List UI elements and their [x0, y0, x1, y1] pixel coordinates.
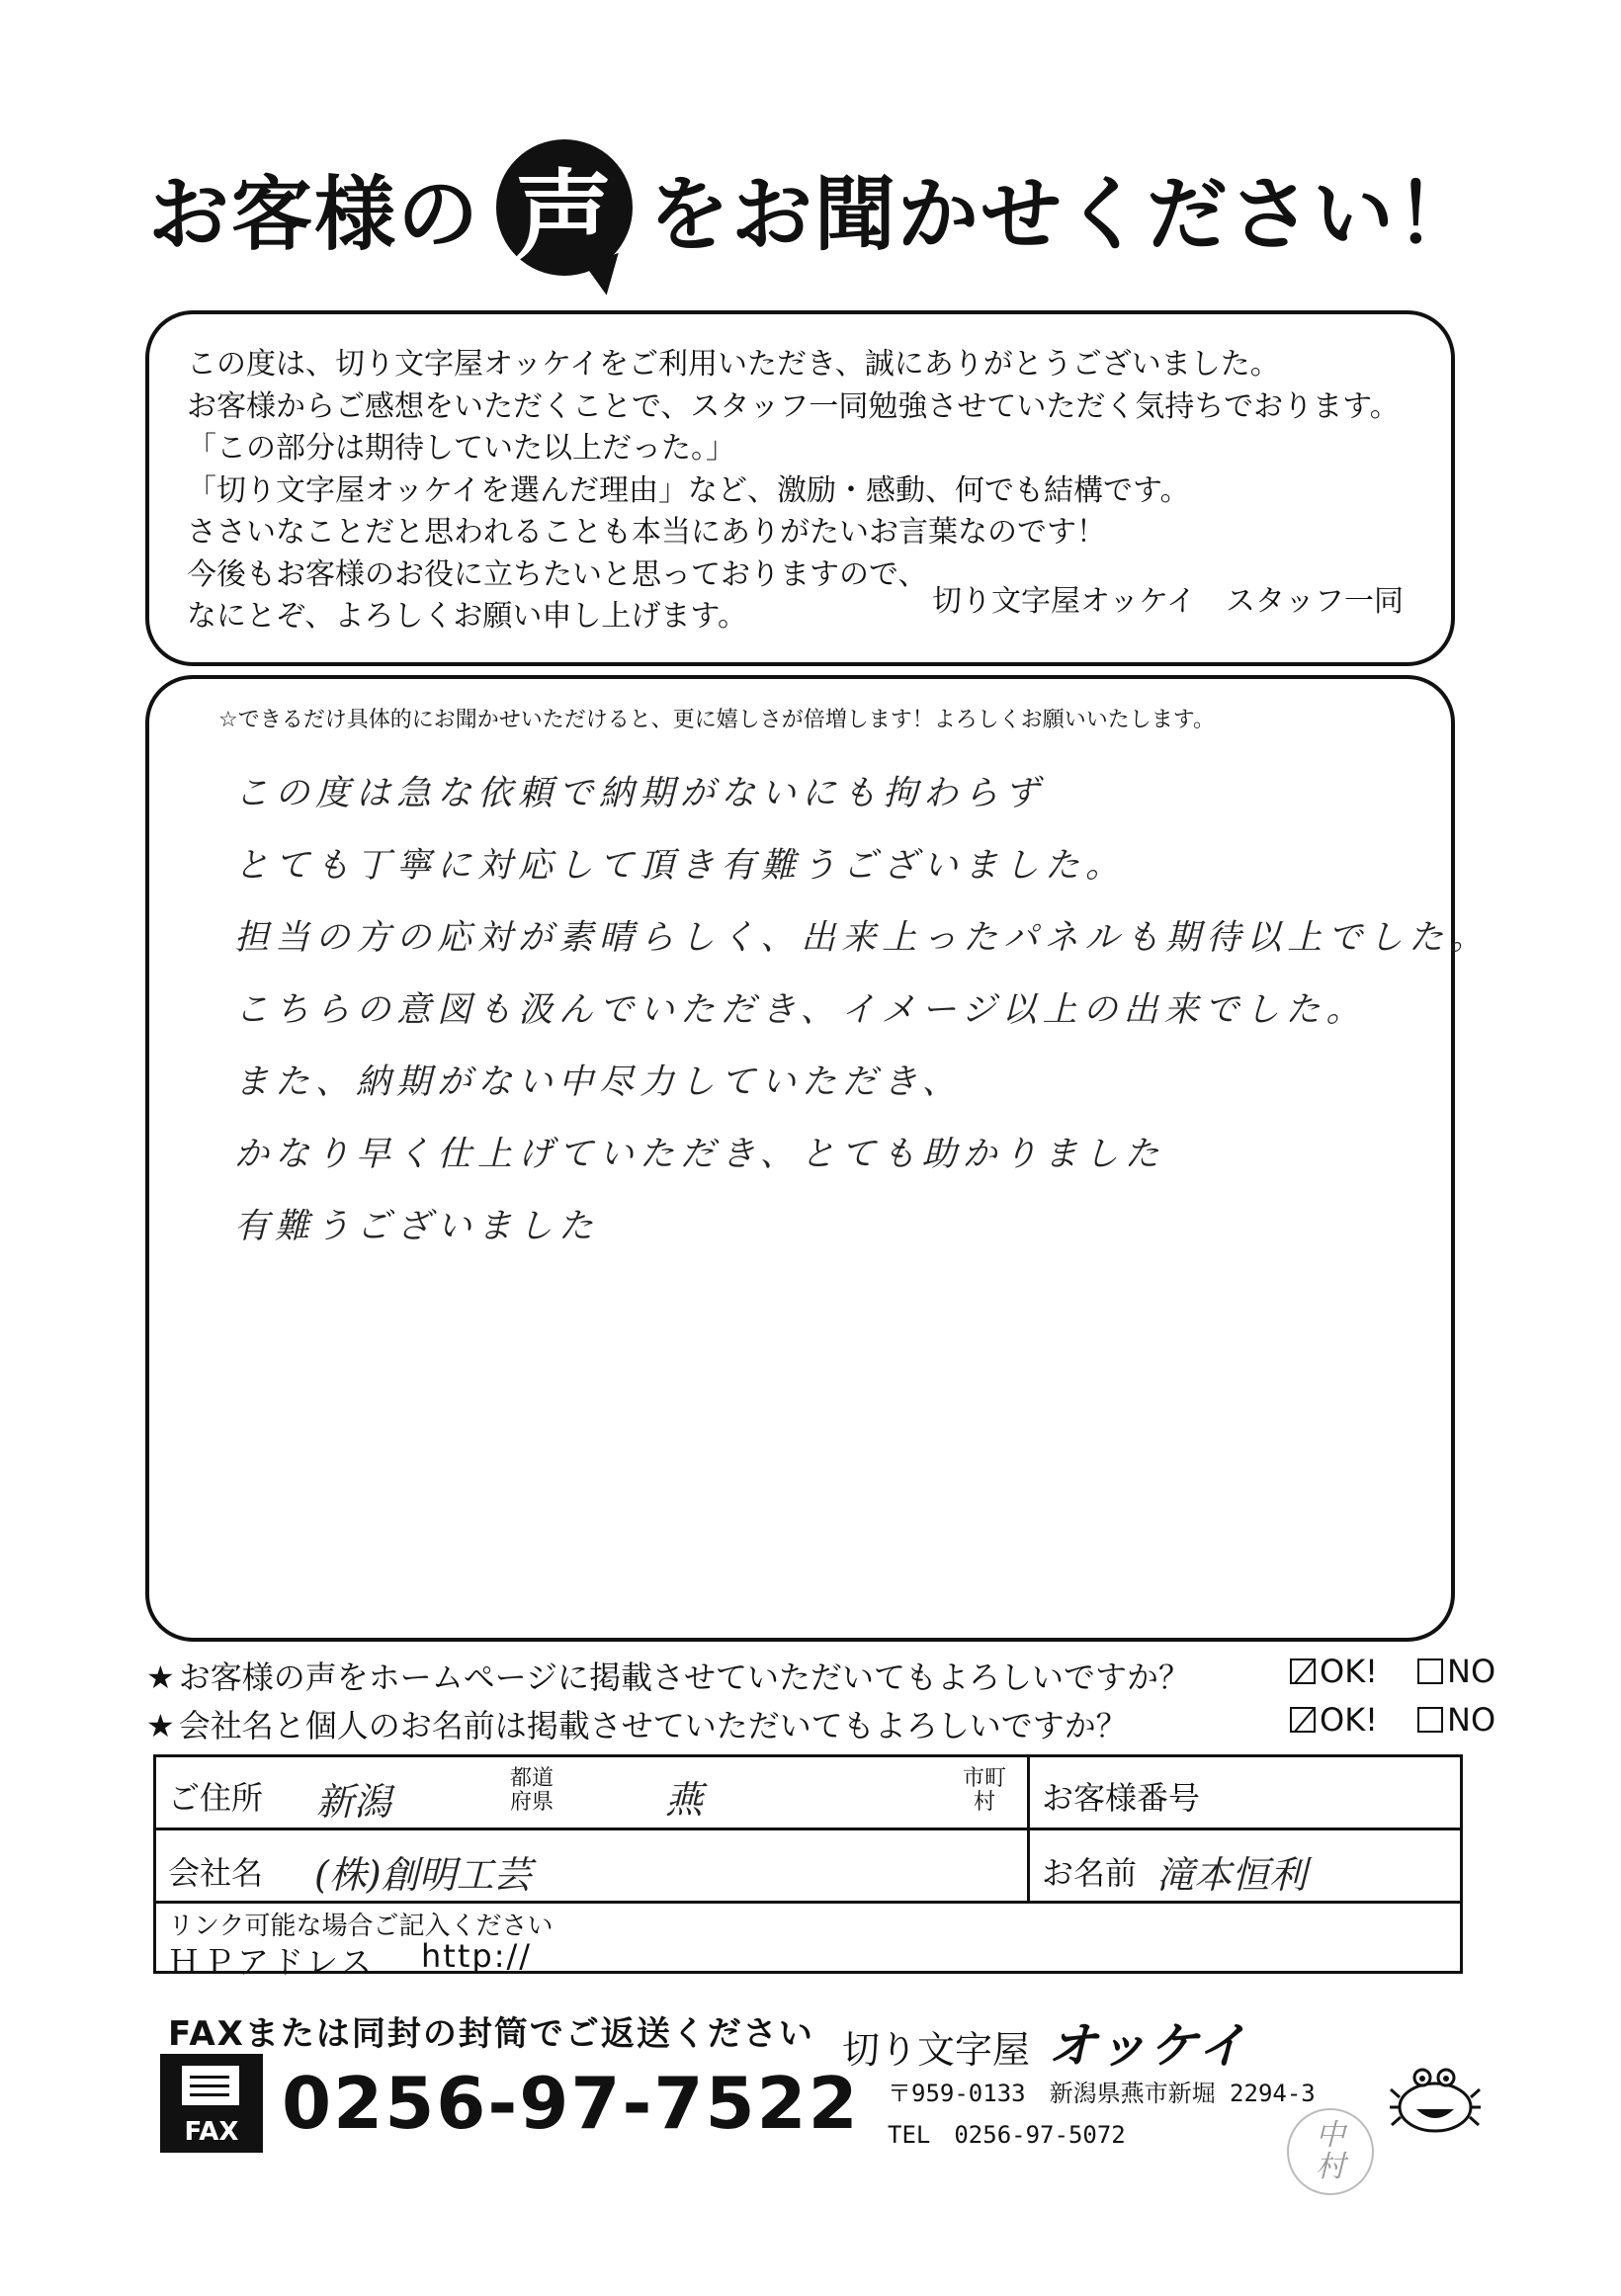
question-text: お客様の声をホームページに掲載させていただいてもよろしいですか？ [178, 1658, 1191, 1696]
ok-checkbox[interactable] [1290, 1653, 1378, 1690]
city-suffix-bottom: 村 [973, 1790, 995, 1815]
company-row [156, 1830, 1030, 1904]
checked-box-icon[interactable] [1290, 1658, 1316, 1684]
name-stamp [1287, 2108, 1374, 2195]
title-after: をお聞かせください！ [648, 167, 1480, 262]
handwritten-line: この度は急な依頼で納期がないにも拘わらず [234, 774, 1046, 813]
hp-url-field[interactable]: http:// [421, 1937, 533, 1975]
handwritten-line: 担当の方の応対が素晴らしく、出来上ったパネルも期待以上でした。 [234, 918, 1491, 958]
question-name-options [1290, 1701, 1495, 1739]
hp-label: ＨＰアドレス [168, 1943, 376, 1981]
intro-line: 今後もお客様のお役に立ちたいと思っておりますので、 [187, 556, 928, 592]
fax-paper-icon [182, 2066, 239, 2105]
fax-heading: FAXまたは同封の封筒でご返送ください [168, 2014, 814, 2054]
handwritten-comment [234, 758, 1490, 1263]
page-title [148, 148, 1480, 273]
intro-signature: 切り文字屋オッケイ スタッフ一同 [932, 584, 1404, 619]
prefecture-suffix-bottom: 府県 [509, 1790, 554, 1815]
crab-mascot-icon [1389, 2066, 1483, 2140]
shop-tel: TEL 0256-97-5072 [888, 2121, 1126, 2149]
company-field[interactable]: (株)創明工芸 [314, 1853, 532, 1897]
city-suffix [955, 1767, 1014, 1815]
address-row [156, 1757, 1030, 1830]
name-field[interactable]: 滝本恒利 [1156, 1853, 1308, 1897]
customer-number-label: お客様番号 [1042, 1779, 1201, 1817]
handwritten-line: また、納期がない中尽力していただき、 [234, 1063, 963, 1102]
intro-line: 「この部分は期待していた以上だった。」 [187, 431, 735, 466]
stamp-top: 中 [1316, 2118, 1345, 2153]
handwritten-line: かなり早く仕上げていただき、とても助かりました [234, 1135, 1165, 1174]
homepage-row [156, 1904, 1463, 1981]
city-suffix-top: 市町 [962, 1766, 1006, 1791]
customer-number-cell [1030, 1757, 1463, 1830]
no-label: NO [1447, 1653, 1496, 1690]
no-checkbox[interactable] [1417, 1701, 1495, 1739]
link-note: リンク可能な場合ご記入ください [168, 1912, 554, 1941]
ok-checkbox[interactable] [1290, 1701, 1378, 1739]
question-name-publish [146, 1701, 1128, 1746]
title-before: お客様の [148, 167, 481, 262]
empty-box-icon[interactable] [1417, 1658, 1443, 1684]
intro-line: 「切り文字屋オッケイを選んだ理由」など、激励・感動、何でも結構です。 [187, 472, 1190, 508]
fax-icon [160, 2054, 263, 2153]
handwritten-line: 有難うございました [234, 1207, 600, 1246]
no-label: NO [1447, 1701, 1496, 1739]
intro-line: なにとぞ、よろしくお願い申し上げます。 [187, 599, 747, 634]
name-label: お名前 [1042, 1854, 1138, 1892]
intro-line: この度は、切り文字屋オッケイをご利用いただき、誠にありがとうございました。 [187, 347, 1280, 382]
comment-hint: ☆できるだけ具体的にお聞かせいただけると、更に嬉しさが倍増します！よろしくお願いいたします。 [218, 708, 1215, 732]
stamp-bottom: 村 [1316, 2150, 1345, 2184]
star-icon: ★ [146, 1658, 175, 1696]
prefecture-suffix [497, 1767, 566, 1815]
intro-box [145, 310, 1455, 666]
shop-logo [842, 2006, 1248, 2078]
city-field[interactable]: 燕 [665, 1778, 704, 1822]
address-label: ご住所 [168, 1779, 264, 1817]
empty-box-icon[interactable] [1417, 1707, 1443, 1733]
company-label: 会社名 [168, 1854, 264, 1892]
ok-label: OK! [1320, 1701, 1378, 1739]
prefecture-suffix-top: 都道 [509, 1766, 554, 1791]
no-checkbox[interactable] [1417, 1653, 1495, 1690]
intro-line: お客様からご感想をいただくことで、スタッフ一同勉強させていただく気持ちでおります。 [187, 388, 1400, 424]
checked-box-icon[interactable] [1290, 1707, 1316, 1733]
question-homepage-options [1290, 1653, 1495, 1690]
prefecture-field[interactable]: 新潟 [316, 1780, 392, 1824]
shop-name: オッケイ [1048, 2017, 1249, 2075]
question-text: 会社名と個人のお名前は掲載させていただいてもよろしいですか？ [178, 1707, 1128, 1744]
fax-number: 0256-97-7522 [282, 2062, 860, 2145]
ok-label: OK! [1320, 1653, 1378, 1690]
handwritten-line: こちらの意図も汲んでいただき、イメージ以上の出来でした。 [234, 990, 1367, 1030]
comment-box[interactable] [145, 675, 1491, 1642]
question-homepage [146, 1653, 1190, 1698]
name-cell [1030, 1830, 1463, 1904]
star-icon: ★ [146, 1707, 175, 1744]
intro-line: ささいなことだと思われることも本当にありがたいお言葉なのです！ [187, 515, 1106, 550]
handwritten-line: とても丁寧に対応して頂き有難うございました。 [234, 846, 1127, 886]
shop-address: 〒959-0133 新潟県燕市新堀 2294-3 [888, 2080, 1316, 2107]
shop-prefix: 切り文字屋 [842, 2028, 1031, 2072]
customer-form [153, 1754, 1463, 1981]
title-highlight-bubble: 声 [496, 139, 633, 276]
fax-icon-label: FAX [184, 2117, 239, 2147]
